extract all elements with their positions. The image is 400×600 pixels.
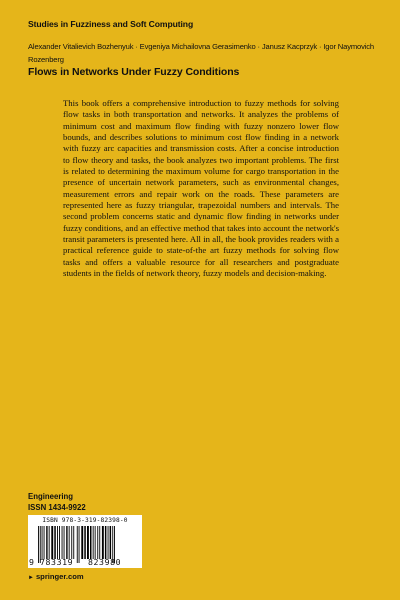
barcode-bar bbox=[77, 526, 78, 563]
barcode-bar bbox=[84, 526, 86, 559]
barcode-bar bbox=[102, 526, 104, 559]
barcode-bar bbox=[54, 526, 56, 559]
barcode-bar bbox=[51, 526, 53, 559]
barcode-bar bbox=[79, 526, 80, 563]
barcode-left-digits: 783319 bbox=[40, 557, 74, 567]
barcode-bar bbox=[87, 526, 89, 559]
barcode-bar bbox=[71, 526, 72, 559]
barcode-bar bbox=[108, 526, 109, 559]
barcode-bar bbox=[44, 526, 45, 559]
publisher-url: springer.com bbox=[35, 572, 84, 581]
barcode-bar bbox=[95, 526, 96, 559]
barcode-bar bbox=[64, 526, 65, 559]
barcode-bar bbox=[62, 526, 63, 559]
series-title: Studies in Fuzziness and Soft Computing bbox=[28, 19, 194, 29]
barcode-bar bbox=[90, 526, 92, 559]
barcode-bar bbox=[42, 526, 43, 559]
isbn-barcode bbox=[28, 515, 142, 568]
barcode-bar bbox=[93, 526, 94, 559]
subject-category: Engineering bbox=[28, 492, 74, 501]
issn-number: ISSN 1434-9922 bbox=[28, 503, 86, 512]
isbn-label: ISBN 978-3-319-82398-0 bbox=[42, 517, 128, 524]
publisher-link[interactable] bbox=[28, 572, 84, 581]
book-description: This book offers a comprehensive introduction to fuzzy methods for solving flow tasks in both transportation and networks. It analyzes the problems of minimum cost and maximum flow finding with fuzzy nonzero lower flow bounds, and describes solutions to minimum cost flow finding in a network with fuzzy arc capacities and transmission costs. After a concise introduction to flow theory and tasks, the book analyzes two important problems. The first is related to determining the maximum volume for cargo transportation in the presence of uncertain network parameters, such as environmental changes, measurement errors and repair work on the roads. These parameters are represented here as fuzzy triangular, trapezoidal numbers and intervals. The second problem concerns static and dynamic flow finding in networks under fuzzy conditions, and an effective method that takes into account the network's transit parameters is presented here. All in all, the book provides readers with a practical reference guide to state-of-the art fuzzy methods for solving flow tasks and offers a valuable resource for all researchers and postgraduate students in the fields of network theory, fuzzy models and decision-making. bbox=[63, 98, 339, 279]
barcode-bar bbox=[81, 526, 83, 559]
barcode-bar bbox=[59, 526, 60, 559]
barcode-right-digits: 823980 bbox=[88, 557, 122, 567]
barcode-bar bbox=[97, 526, 98, 559]
barcode-bar bbox=[110, 526, 112, 559]
barcode-bar bbox=[57, 526, 58, 559]
barcode-bar bbox=[66, 526, 67, 559]
right-triangle-icon: ► bbox=[28, 575, 34, 581]
barcode-bar bbox=[99, 526, 100, 559]
barcode-bar bbox=[69, 526, 70, 559]
barcode-bar bbox=[105, 526, 107, 559]
book-title: Flows in Networks Under Fuzzy Conditions bbox=[28, 66, 240, 78]
barcode-bar bbox=[73, 526, 74, 559]
barcode-bar bbox=[49, 526, 50, 559]
barcode-bar bbox=[38, 526, 39, 563]
authors-list: Alexander Vitalievich Bozhenyuk · Evgeniya Michailovna Gerasimenko · Janusz Kacprzyk · Igor Naymovich Rozenberg bbox=[28, 42, 374, 64]
barcode-lead-digit: 9 bbox=[29, 557, 35, 567]
barcode-bar bbox=[46, 526, 47, 559]
